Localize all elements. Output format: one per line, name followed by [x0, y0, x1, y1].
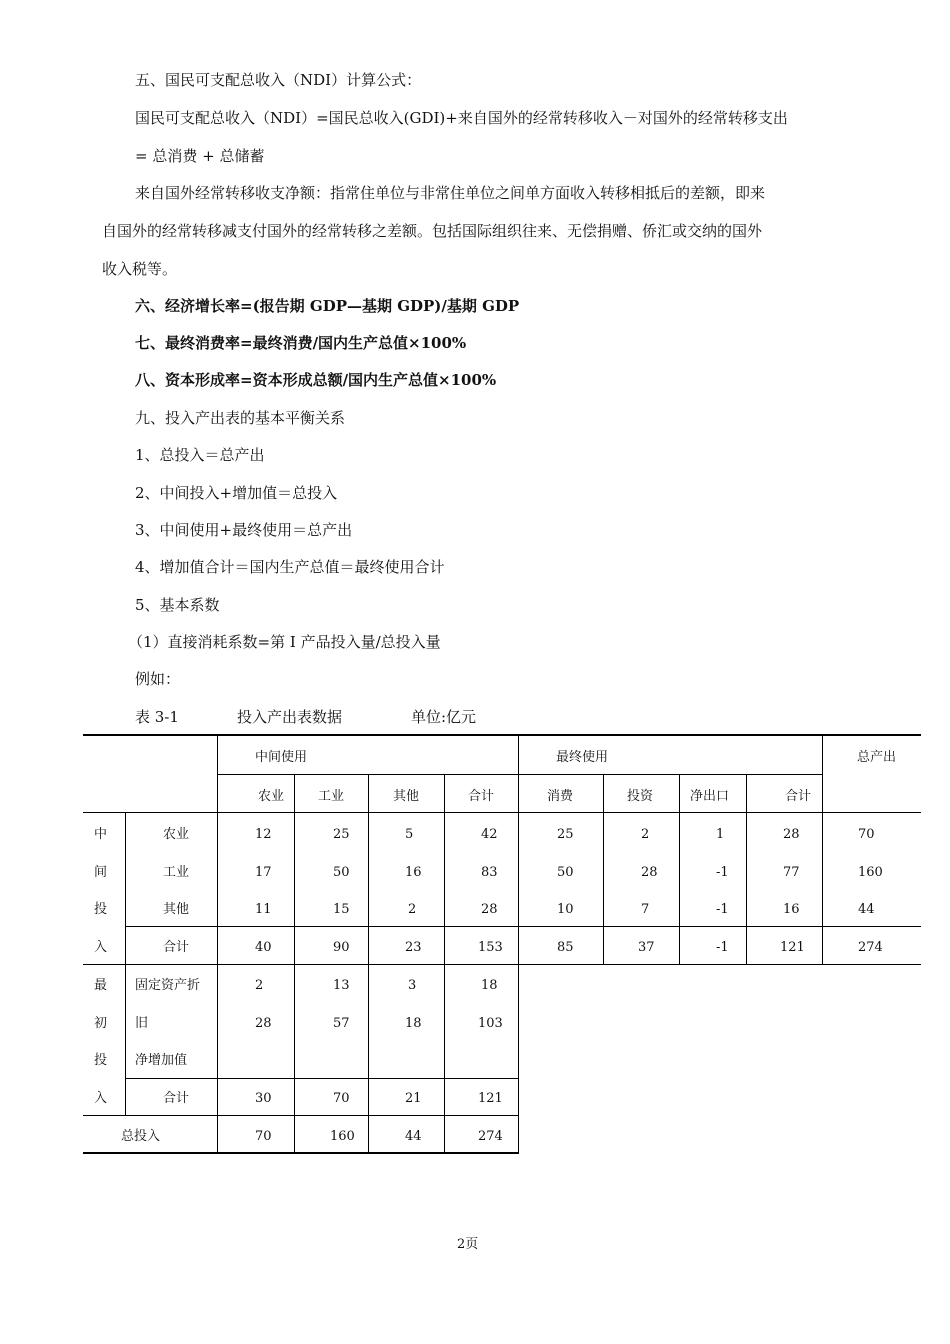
table-cell: 103 — [478, 1016, 503, 1031]
table-cell: 44 — [858, 902, 875, 917]
col-header: 农业 — [258, 789, 285, 804]
table-rule — [83, 1115, 518, 1116]
table-cell: 28 — [255, 1016, 272, 1031]
table-cell: 2 — [255, 978, 264, 993]
table-cell: 57 — [333, 1016, 350, 1031]
table-title: 投入产出表数据 — [237, 708, 343, 726]
intermediate-input-label: 投 — [94, 902, 108, 917]
table-cell: 90 — [333, 940, 350, 955]
table-cell: 160 — [858, 865, 883, 880]
col-header: 工业 — [318, 789, 345, 804]
section7-formula: 七、最终消费率=最终消费/国内生产总值×100% — [135, 334, 467, 352]
table-cell: 153 — [478, 940, 503, 955]
initial-input-label: 入 — [94, 1091, 108, 1106]
table-col-rule — [518, 734, 519, 1154]
table-cell: 5 — [405, 827, 414, 842]
row-label: 旧 — [135, 1016, 149, 1031]
row-label: 合计 — [163, 1091, 190, 1106]
table-number: 表 3-1 — [135, 708, 179, 726]
table-cell: 15 — [333, 902, 350, 917]
row-label: 合计 — [163, 940, 190, 955]
intermediate-input-label: 中 — [94, 827, 108, 842]
table-rule — [83, 964, 921, 965]
table-col-rule — [294, 774, 295, 1154]
paragraph-line-1: 来自国外经常转移收支净额：指常住单位与非常住单位之间单方面收入转移相抵后的差额，即来 — [135, 184, 766, 202]
table-cell: 25 — [333, 827, 350, 842]
table-cell: 121 — [478, 1091, 503, 1106]
table-bottom-rule — [83, 1152, 518, 1154]
table-cell: 21 — [405, 1091, 422, 1106]
ndi-formula: 国民可支配总收入（NDI）=国民总收入(GDI)+来自国外的经常转移收入－对国外的经常转移支出 — [135, 109, 788, 127]
table-cell: 37 — [638, 940, 655, 955]
table-cell: 70 — [858, 827, 875, 842]
table-cell: 40 — [255, 940, 272, 955]
table-col-rule — [603, 774, 604, 964]
ndi-formula-continued: = 总消费 + 总储蓄 — [135, 147, 265, 165]
table-col-rule — [822, 734, 823, 964]
initial-input-label: 初 — [94, 1016, 108, 1031]
table-col-rule — [444, 774, 445, 1154]
table-cell: 70 — [255, 1129, 272, 1144]
initial-input-label: 投 — [94, 1053, 108, 1068]
table-cell: 44 — [405, 1129, 422, 1144]
table-cell: 18 — [405, 1016, 422, 1031]
table-rule — [125, 1078, 518, 1079]
table-rule — [218, 774, 822, 775]
balance-item: 1、总投入＝总产出 — [135, 446, 265, 464]
table-cell: 85 — [557, 940, 574, 955]
table-cell: 16 — [405, 865, 422, 880]
table-cell: 2 — [641, 827, 650, 842]
section8-formula: 八、资本形成率=资本形成总额/国内生产总值×100% — [135, 371, 497, 389]
row-label: 净增加值 — [135, 1053, 188, 1068]
col-header: 投资 — [627, 789, 654, 804]
balance-item: 5、基本系数 — [135, 596, 220, 614]
table-cell: 13 — [333, 978, 350, 993]
table-cell: 50 — [557, 865, 574, 880]
table-cell: 42 — [481, 827, 498, 842]
table-cell: 83 — [481, 865, 498, 880]
table-rule — [83, 812, 921, 813]
example-label: 例如： — [135, 670, 181, 688]
header-intermediate-use: 中间使用 — [255, 750, 308, 765]
table-unit: 单位:亿元 — [411, 708, 477, 726]
table-cell: 28 — [641, 865, 658, 880]
row-label: 其他 — [163, 902, 190, 917]
table-cell: 10 — [557, 902, 574, 917]
intermediate-input-label: 入 — [94, 940, 108, 955]
table-cell: 11 — [255, 902, 272, 917]
table-cell: 3 — [408, 978, 417, 993]
section5-title: 五、国民可支配总收入（NDI）计算公式： — [135, 71, 422, 89]
table-cell: -1 — [716, 940, 729, 955]
table-cell: 23 — [405, 940, 422, 955]
balance-item: （1）直接消耗系数=第 I 产品投入量/总投入量 — [128, 633, 441, 651]
header-total-output: 总产出 — [857, 750, 897, 765]
table-cell: 30 — [255, 1091, 272, 1106]
table-cell: 274 — [478, 1129, 503, 1144]
balance-item: 4、增加值合计＝国内生产总值＝最终使用合计 — [135, 558, 445, 576]
col-header: 净出口 — [690, 789, 730, 804]
table-cell: 70 — [333, 1091, 350, 1106]
table-cell: 77 — [783, 865, 800, 880]
table-col-rule — [368, 774, 369, 1154]
table-col-rule — [125, 812, 126, 1115]
table-rule — [125, 926, 921, 927]
balance-item: 2、中间投入+增加值＝总投入 — [135, 484, 338, 502]
table-cell: 274 — [858, 940, 883, 955]
balance-item: 3、中间使用+最终使用＝总产出 — [135, 521, 353, 539]
table-cell: 28 — [481, 902, 498, 917]
table-top-rule — [83, 734, 921, 736]
col-header: 合计 — [785, 789, 812, 804]
table-cell: 121 — [780, 940, 805, 955]
row-label: 固定资产折 — [135, 978, 201, 993]
table-cell: 18 — [481, 978, 498, 993]
table-col-rule — [679, 774, 680, 964]
table-col-rule — [746, 774, 747, 964]
paragraph-line-2: 自国外的经常转移减支付国外的经常转移之差额。包括国际组织往来、无偿捐赠、侨汇或交纳的国外 — [102, 222, 763, 240]
table-cell: -1 — [716, 865, 729, 880]
table-cell: -1 — [716, 902, 729, 917]
row-label: 农业 — [163, 827, 190, 842]
intermediate-input-label: 间 — [94, 865, 108, 880]
table-cell: 160 — [330, 1129, 355, 1144]
header-final-use: 最终使用 — [556, 750, 609, 765]
table-cell: 16 — [783, 902, 800, 917]
table-cell: 7 — [641, 902, 650, 917]
page-number: 2页 — [457, 1237, 479, 1252]
section6-formula: 六、经济增长率=(报告期 GDP—基期 GDP)/基期 GDP — [135, 297, 520, 315]
table-cell: 17 — [255, 865, 272, 880]
col-header: 合计 — [468, 789, 495, 804]
section9-title: 九、投入产出表的基本平衡关系 — [135, 409, 346, 427]
table-cell: 50 — [333, 865, 350, 880]
initial-input-label: 最 — [94, 978, 108, 993]
paragraph-line-3: 收入税等。 — [102, 260, 178, 278]
col-header: 消费 — [547, 789, 574, 804]
table-cell: 12 — [255, 827, 272, 842]
row-label: 工业 — [163, 865, 190, 880]
table-cell: 1 — [716, 827, 725, 842]
total-input-label: 总投入 — [121, 1129, 161, 1144]
table-cell: 25 — [557, 827, 574, 842]
table-cell: 28 — [783, 827, 800, 842]
col-header: 其他 — [393, 789, 420, 804]
table-cell: 2 — [408, 902, 417, 917]
table-col-rule — [217, 734, 218, 1154]
